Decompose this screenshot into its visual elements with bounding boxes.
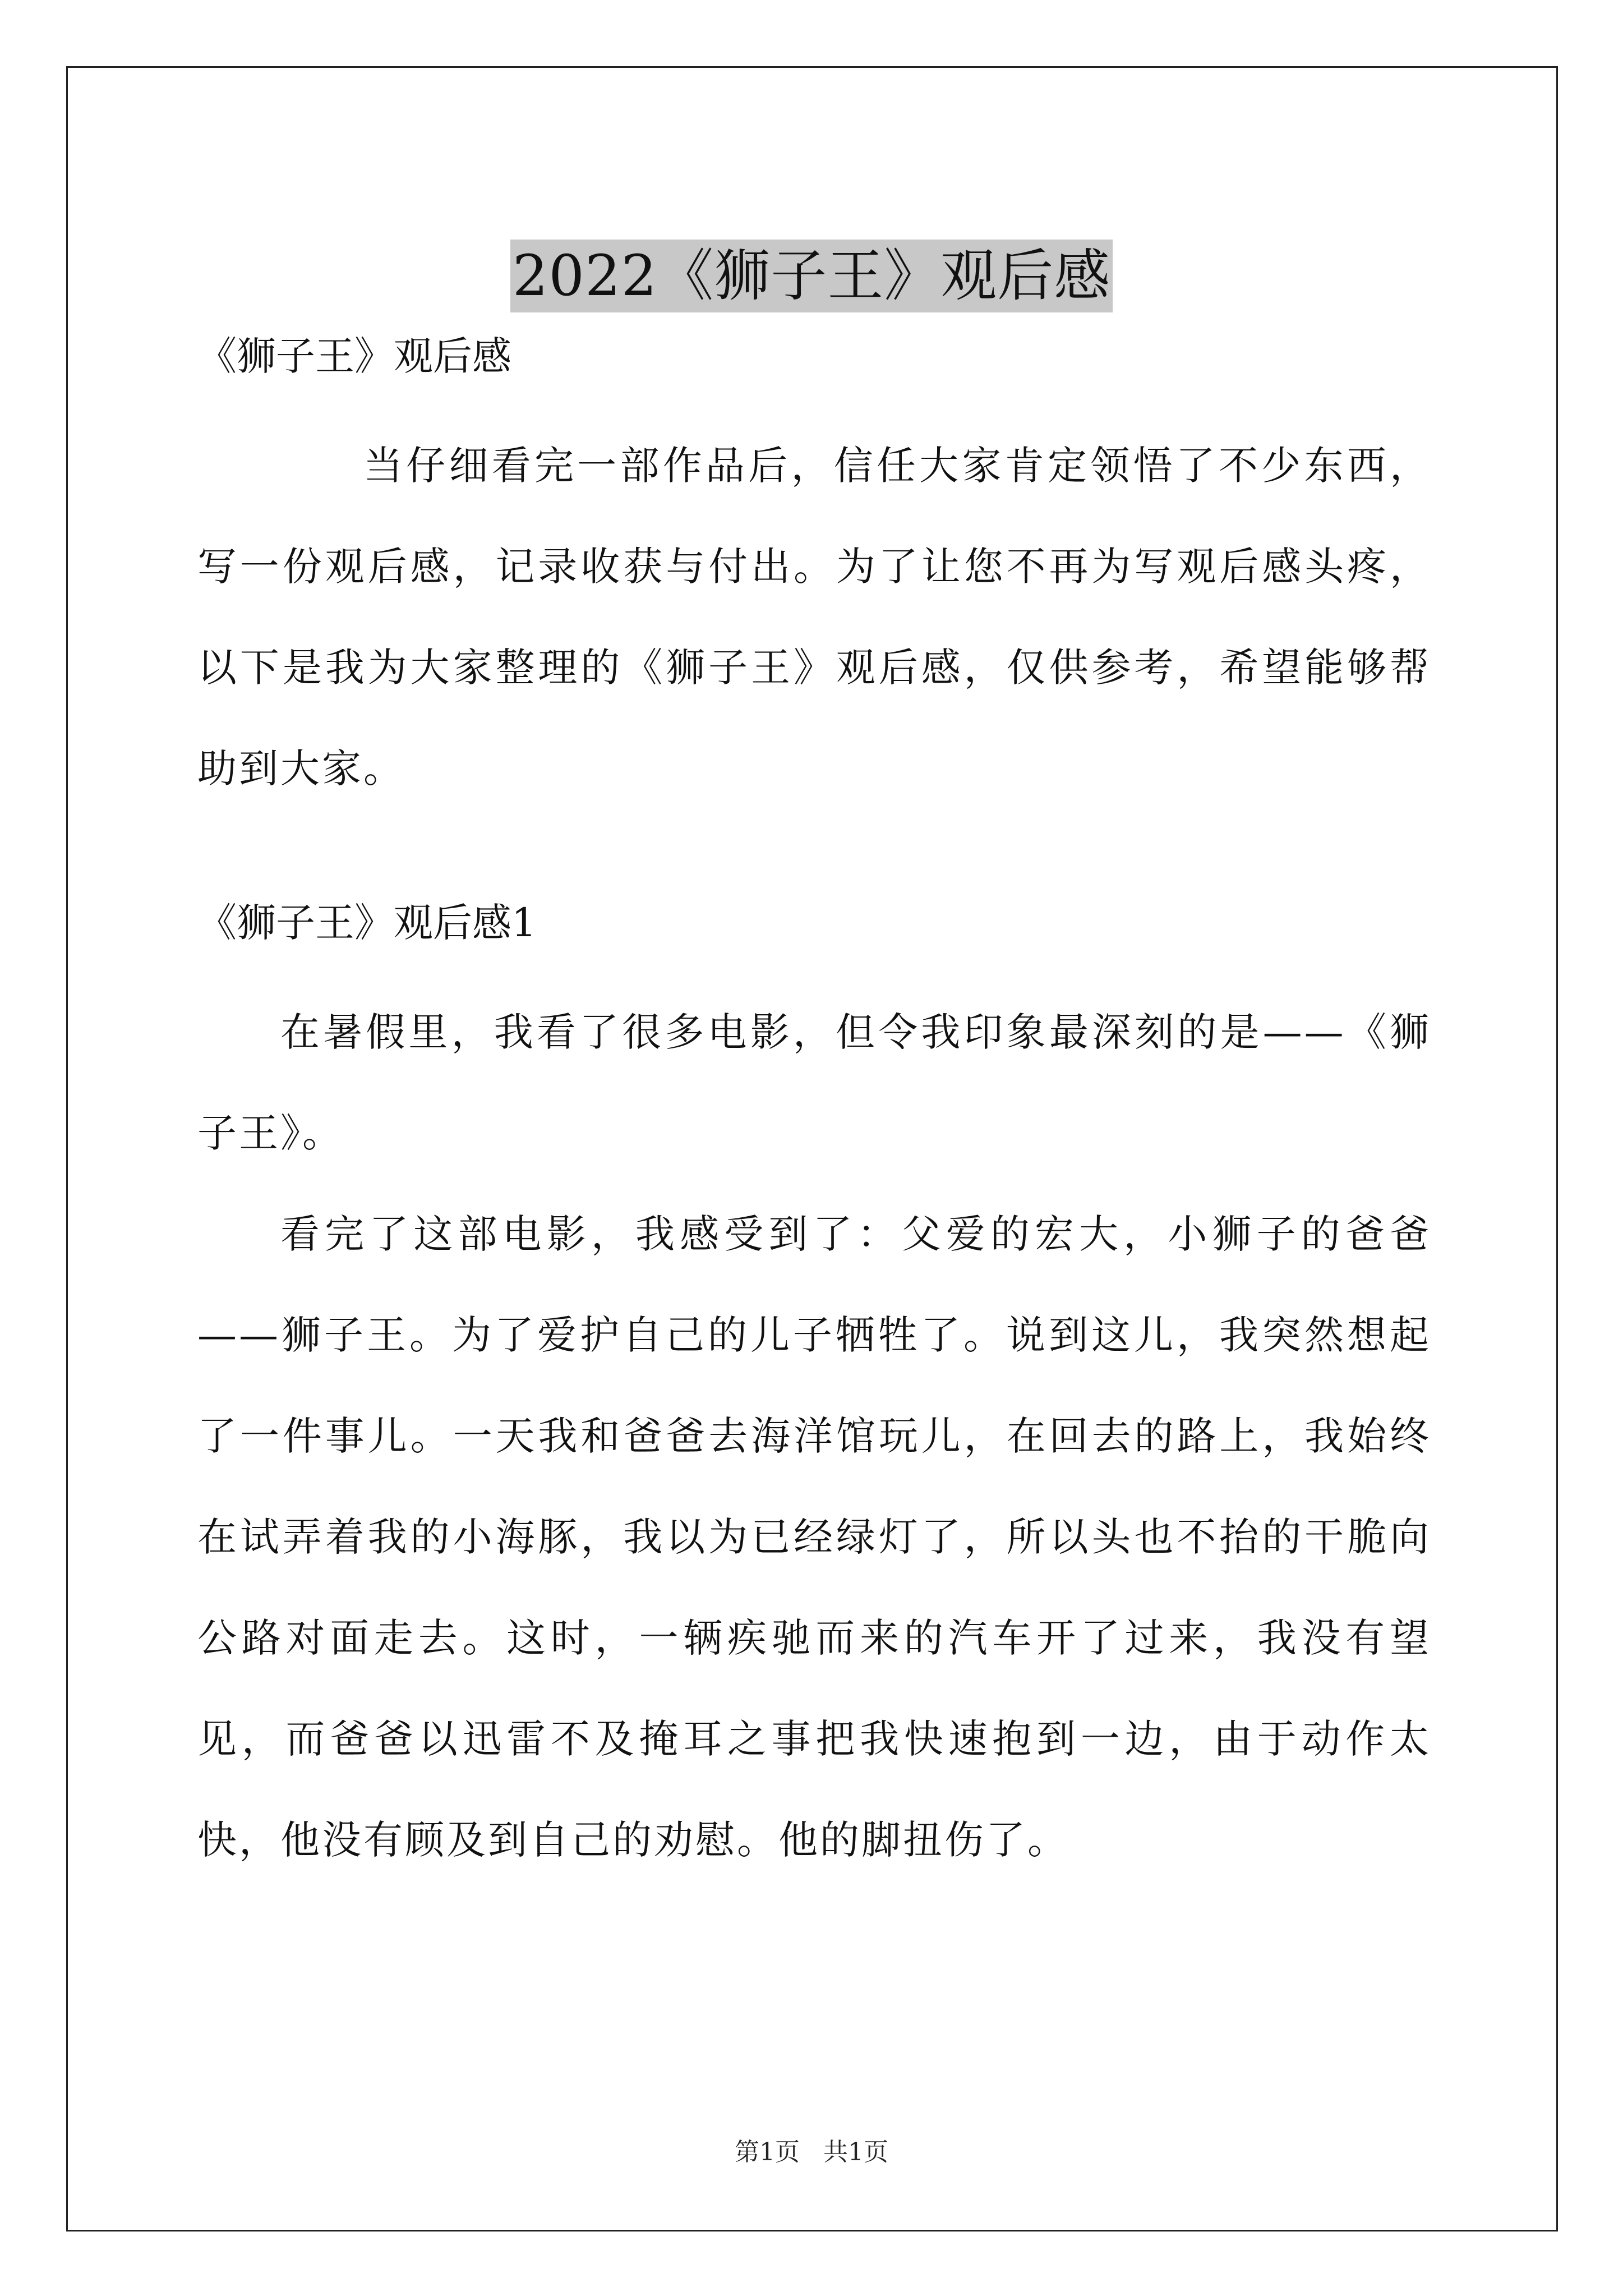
page-number: 第1页 [735,2138,800,2166]
document-body [197,297,1431,1890]
section-1-paragraph-1: 在暑假里，我看了很多电影，但令我印象最深刻的是——《狮子王》。 [197,1009,1431,1156]
intro-heading: 《狮子王》观后感 [197,333,511,379]
intro-paragraph: 当仔细看完一部作品后，信任大家肯定领悟了不少东西，写一份观后感，记录收获与付出。为了让您不再为写观后感头疼，以下是我为大家整理的《狮子王》观后感，仅供参考，希望能够帮助到大家。 [197,443,1431,792]
page-total: 共1页 [823,2138,888,2166]
page-footer [0,2132,1623,2168]
document-title: 2022《狮子王》观后感 [510,240,1113,312]
section-1-heading: 《狮子王》观后感1 [197,900,537,946]
section-1-paragraph-2: 看完了这部电影，我感受到了：父爱的宏大，小狮子的爸爸——狮子王。为了爱护自己的儿子牺牲了。说到这儿，我突然想起了一件事儿。一天我和爸爸去海洋馆玩儿，在回去的路上，我始终在试弄着我的小海豚，我以为已经绿灯了，所以头也不抬的干脆向公路对面走去。这时，一辆疾驰而来的汽车开了过来，我没有望见，而爸爸以迅雷不及掩耳之事把我快速抱到一边，由于动作太快，他没有顾及到自己的劝慰。他的脚扭伤了。 [197,1211,1431,1863]
